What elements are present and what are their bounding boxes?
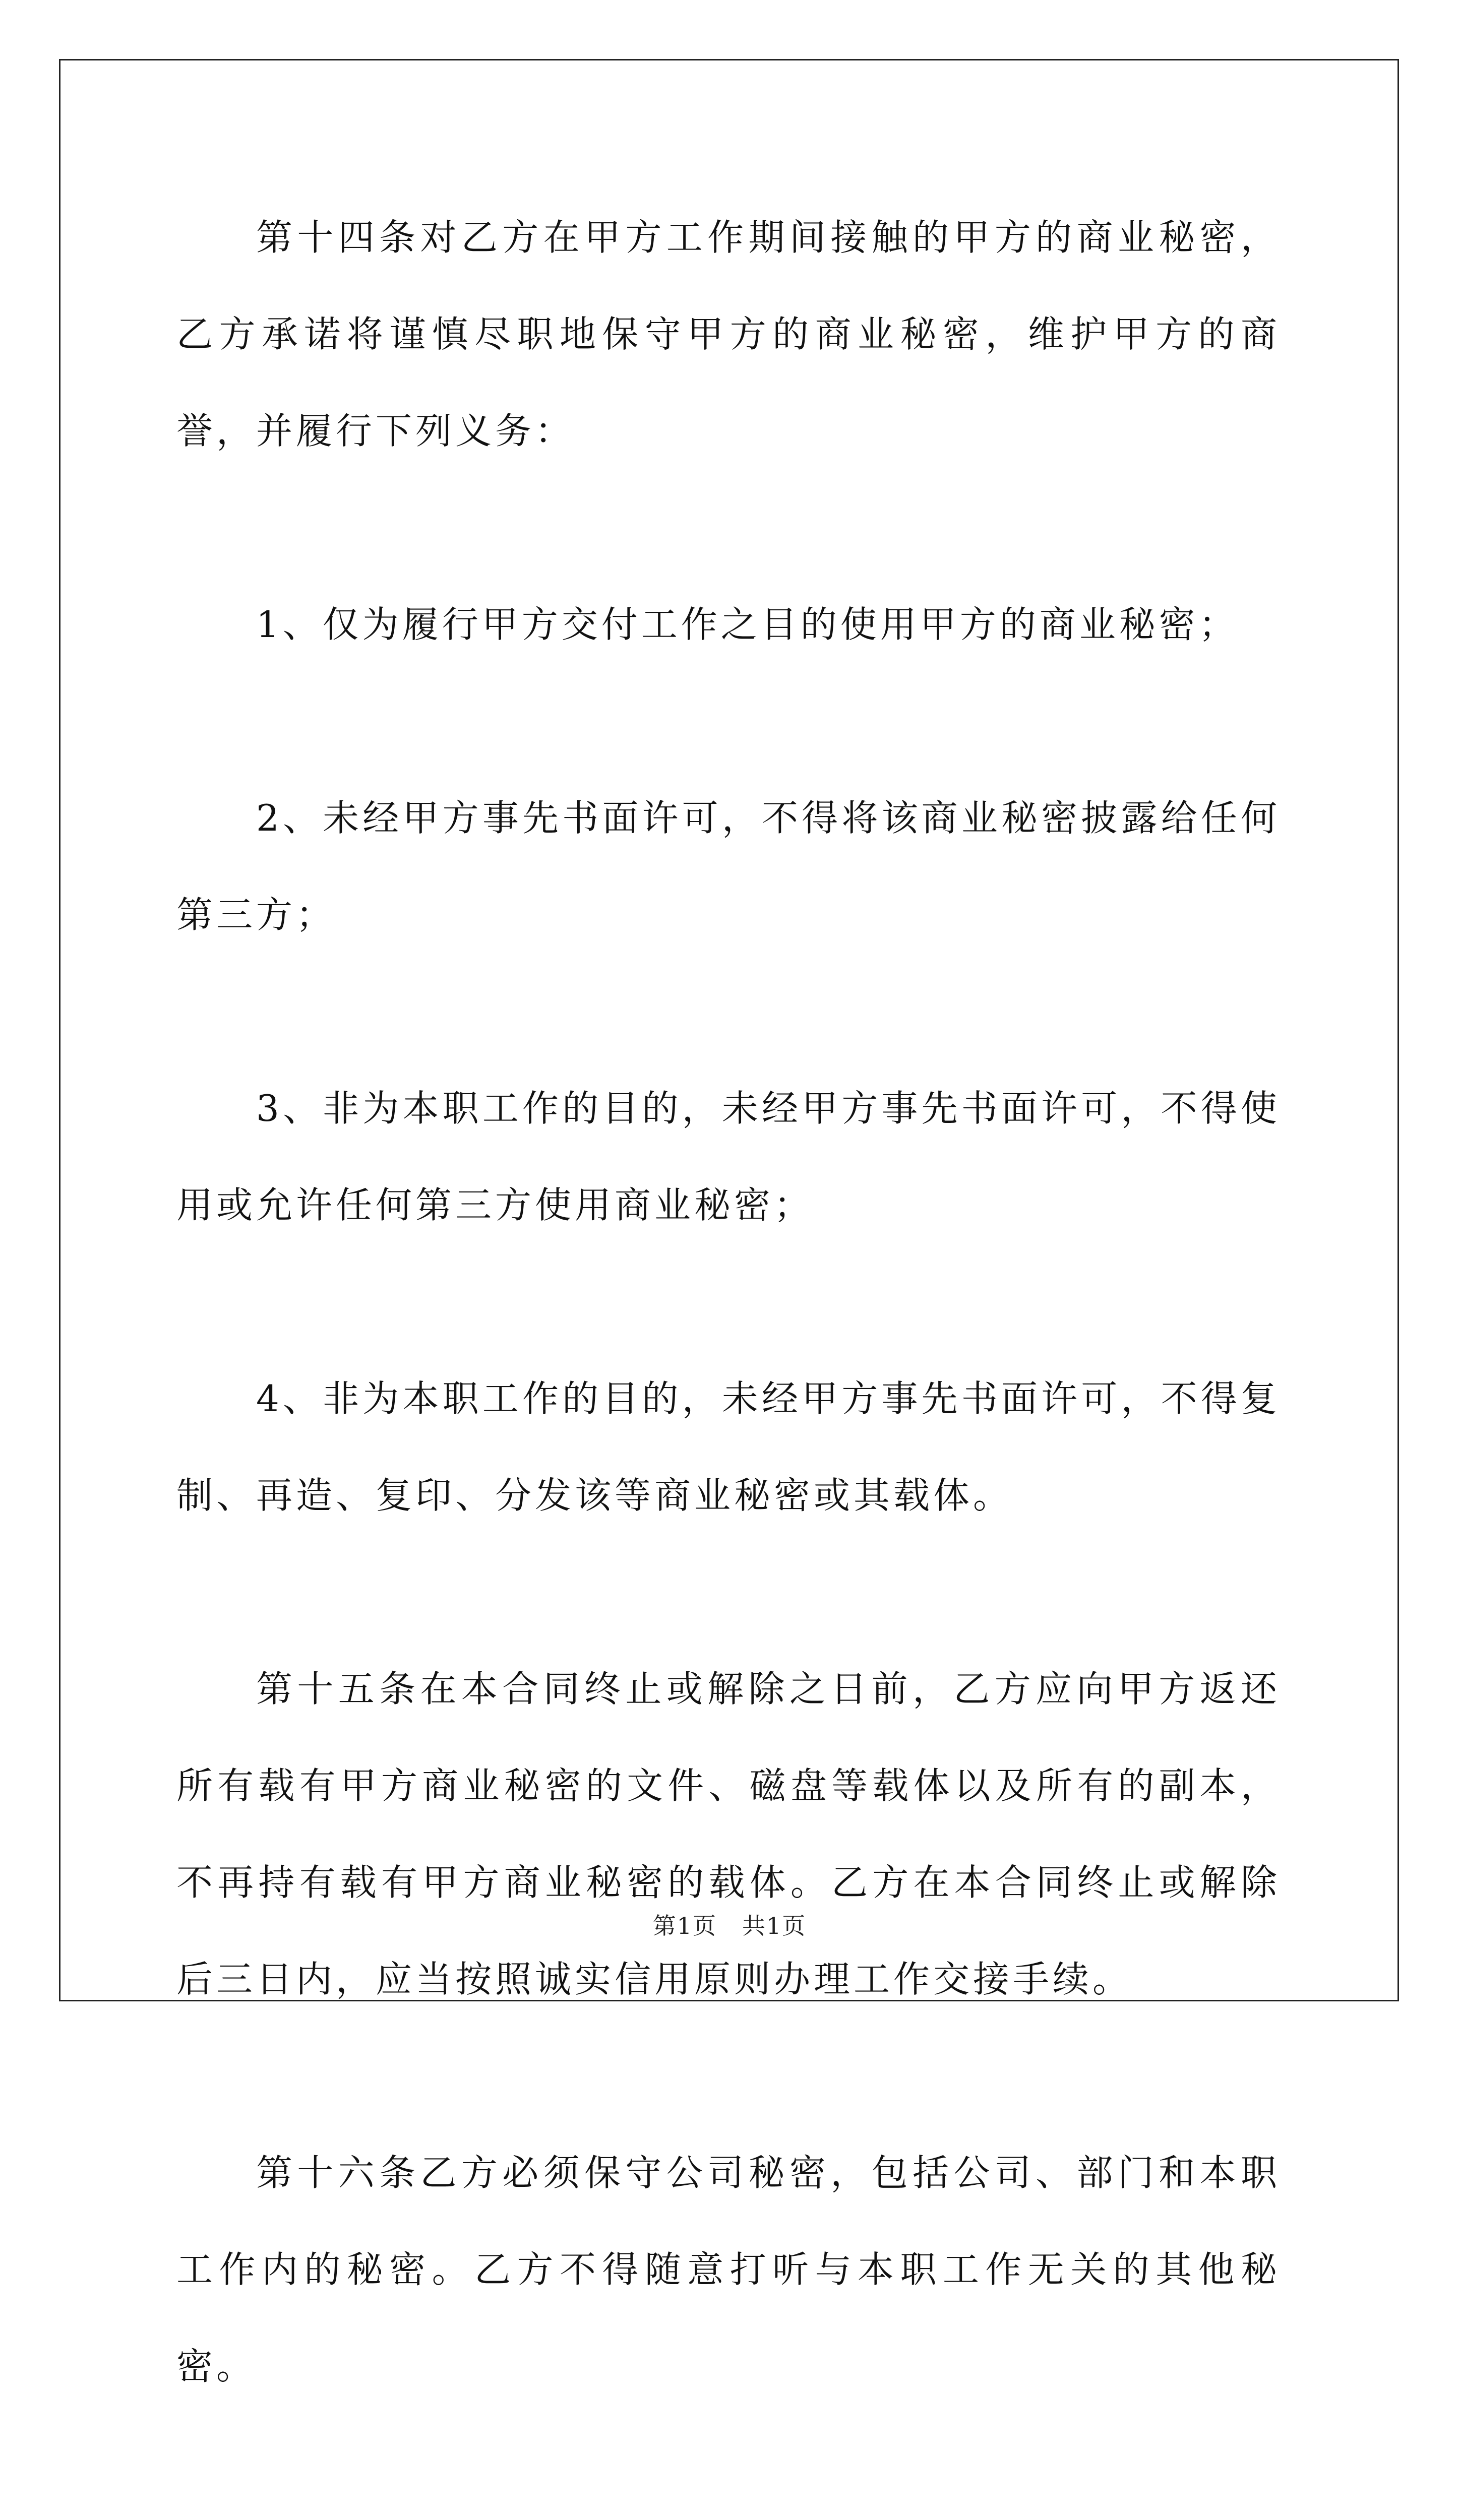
list-item-text: 1、仅为履行甲方交付工作之目的使用甲方的商业秘密； xyxy=(256,603,1239,646)
paragraph-article-14 xyxy=(176,189,1281,479)
list-item-text: 2、未经甲方事先书面许可，不得将该商业秘密披露给任何第三方； xyxy=(176,797,1281,936)
paragraph-article-16 xyxy=(176,2124,1281,2415)
list-item-3 xyxy=(176,1060,1281,1253)
document-body xyxy=(176,189,1281,2520)
list-item-2 xyxy=(176,770,1281,963)
list-item-text: 3、非为本职工作的目的，未经甲方事先书面许可，不得使用或允许任何第三方使用商业秘密； xyxy=(176,1087,1281,1226)
list-item-1 xyxy=(176,576,1281,673)
page-number: 第1页 xyxy=(652,1912,717,1939)
paragraph-article-15 xyxy=(176,1641,1281,2028)
paragraph-text: 第十六条乙方必须保守公司秘密，包括公司、部门和本职工作内的秘密。乙方不得随意打听与本职工作无关的其他秘密。 xyxy=(176,2152,1281,2387)
page-footer xyxy=(0,1908,1459,1941)
list-item-text: 4、非为本职工作的目的，未经甲方事先书面许可，不得复制、再造、复印、分发该等商业秘密或其载体。 xyxy=(176,1377,1281,1517)
paragraph-text: 第十五条在本合同终止或解除之日前，乙方应向甲方返还所有载有甲方商业秘密的文件、磁盘等载体以及所有的副本，不再持有载有甲方商业秘密的载体。乙方在本合同终止或解除后三日内，应当按照诚实信用原则办理工作交接手续。 xyxy=(176,1668,1281,2000)
paragraph-article-17 xyxy=(176,2511,1281,2520)
page-total: 共1页 xyxy=(742,1912,807,1939)
paragraph-text: 第十四条对乙方在甲方工作期间接触的甲方的商业秘密，乙方承诺将谨慎尽职地保守甲方的商业秘密，维护甲方的商誉，并履行下列义务： xyxy=(176,216,1281,452)
list-item-4 xyxy=(176,1350,1281,1544)
